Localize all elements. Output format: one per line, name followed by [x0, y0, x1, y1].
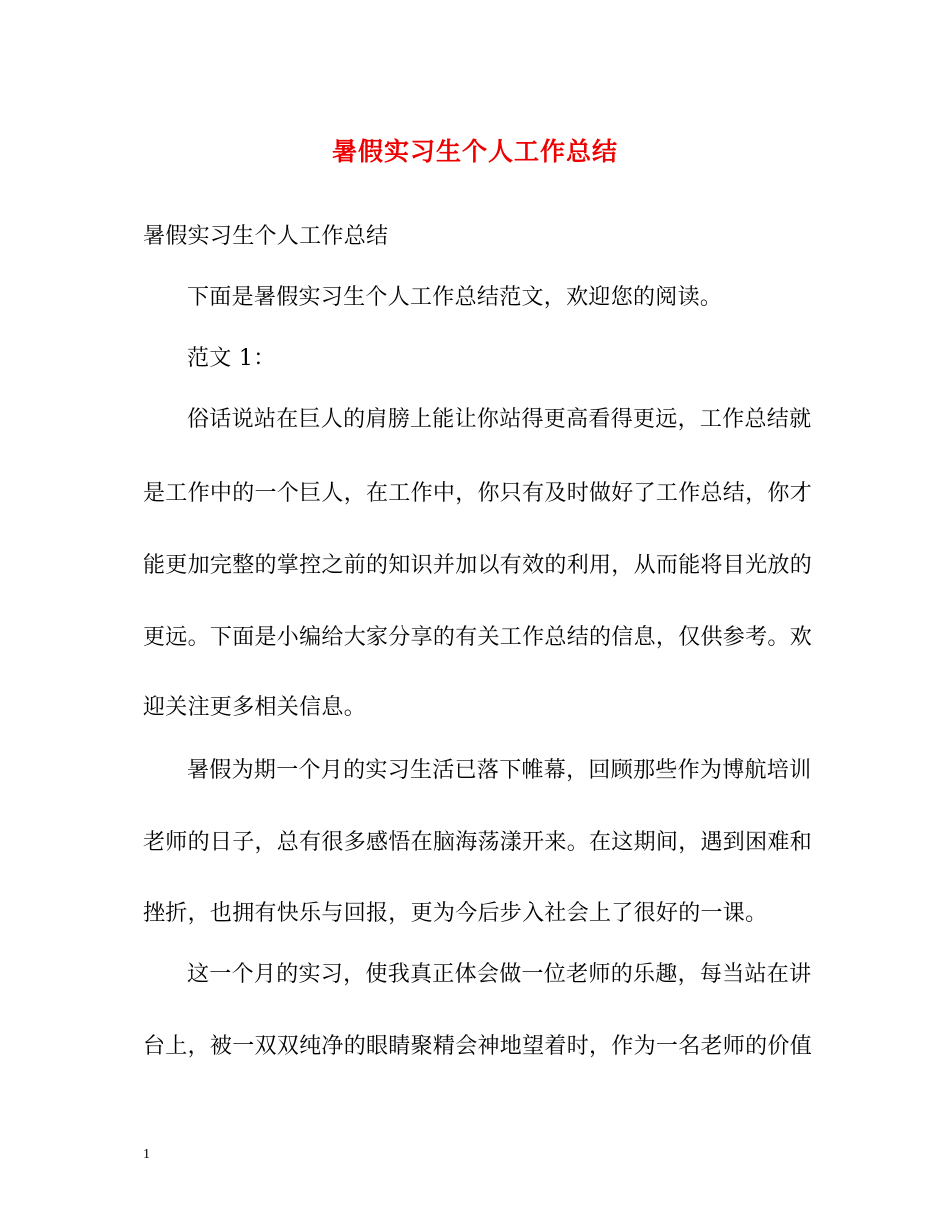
- paragraph-line: 是工作中的一个巨人，在工作中，你只有及时做好了工作总结，你才: [143, 481, 813, 506]
- intro-line: 下面是暑假实习生个人工作总结范文，欢迎您的阅读。: [187, 285, 723, 310]
- paragraph-line: 台上，被一双双纯净的眼睛聚精会神地望着时，作为一名老师的价值: [143, 1034, 813, 1059]
- paragraph-line: 能更加完整的掌控之前的知识并加以有效的利用，从而能将目光放的: [143, 553, 813, 578]
- paragraph-line: 这一个月的实习，使我真正体会做一位老师的乐趣，每当站在讲: [187, 962, 812, 987]
- paragraph-line: 更远。下面是小编给大家分享的有关工作总结的信息，仅供参考。欢: [143, 625, 813, 650]
- paragraph-line: 迎关注更多相关信息。: [143, 695, 367, 720]
- paragraph-line: 俗话说站在巨人的肩膀上能让你站得更高看得更远，工作总结就: [187, 407, 812, 432]
- paragraph-line: 挫折，也拥有快乐与回报，更为今后步入社会上了很好的一课。: [143, 901, 768, 926]
- paragraph-line: 暑假为期一个月的实习生活已落下帷幕，回顾那些作为博航培训: [187, 758, 812, 783]
- document-title: 暑假实习生个人工作总结: [331, 137, 618, 166]
- page-number: 1: [143, 1147, 150, 1162]
- paragraph-line: 老师的日子，总有很多感悟在脑海荡漾开来。在这期间，遇到困难和: [143, 830, 813, 855]
- section-label: 范文 1：: [187, 346, 276, 371]
- subtitle: 暑假实习生个人工作总结: [143, 224, 389, 249]
